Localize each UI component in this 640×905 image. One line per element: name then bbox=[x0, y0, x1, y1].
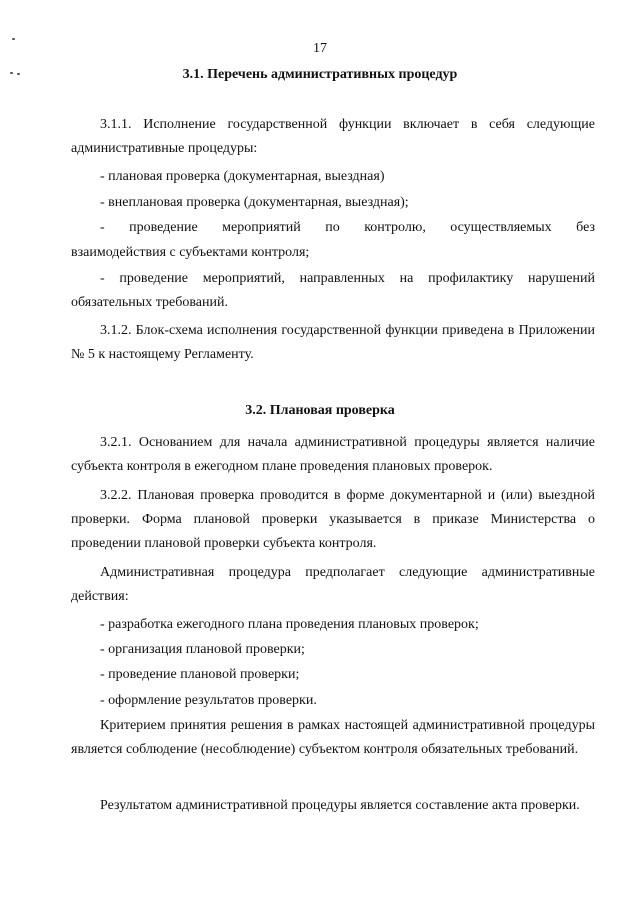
list-item-unplanned-check: - внеплановая проверка (документарная, выездная); bbox=[100, 195, 409, 210]
list-item-word: без bbox=[576, 220, 595, 235]
list-item-control-measures-line1 bbox=[100, 216, 595, 240]
paragraph-decision-criterion: Критерием принятия решения в рамках настоящей административной процедуры является соблюдение (несоблюдение) субъектом контроля обязательных требований. bbox=[71, 718, 595, 757]
paragraph-3-1-1: 3.1.1. Исполнение государственной функции включает в себя следующие административные процедуры: bbox=[71, 117, 595, 156]
list-item-word: проведение bbox=[129, 220, 198, 235]
list-item-word: по bbox=[325, 220, 340, 235]
list-item-control-measures-line2: взаимодействия с субъектами контроля; bbox=[71, 245, 310, 260]
list-item-conducting: - проведение плановой проверки; bbox=[100, 667, 300, 682]
paragraph-procedure-result: Результатом административной процедуры является составление акта проверки. bbox=[100, 798, 580, 813]
list-item-word: - bbox=[100, 220, 105, 235]
paragraph-3-1-2: 3.1.2. Блок-схема исполнения государственной функции приведена в Приложении № 5 к настоящему Регламенту. bbox=[71, 323, 595, 362]
list-item-organization: - организация плановой проверки; bbox=[100, 642, 305, 657]
list-item-results: - оформление результатов проверки. bbox=[100, 693, 317, 708]
section-heading-3-1: 3.1. Перечень административных процедур bbox=[182, 67, 458, 82]
scan-speck bbox=[12, 38, 15, 40]
list-item-planned-check: - плановая проверка (документарная, выездная) bbox=[100, 169, 385, 184]
list-item-word: мероприятий bbox=[222, 220, 301, 235]
list-item-annual-plan: - разработка ежегодного плана проведения плановых проверок; bbox=[100, 617, 479, 632]
paragraph-admin-actions-intro: Административная процедура предполагает следующие административные действия: bbox=[71, 565, 595, 604]
list-item-word: контролю, bbox=[364, 220, 426, 235]
paragraph-3-2-2: 3.2.2. Плановая проверка проводится в форме документарной и (или) выездной проверки. Форма плановой проверки указывается в приказе Министерства о проведении плановой проверки субъекта контроля. bbox=[71, 488, 595, 551]
section-heading-3-2: 3.2. Плановая проверка bbox=[245, 403, 395, 418]
page-number: 17 bbox=[313, 41, 327, 56]
list-item-prevention: - проведение мероприятий, направленных на профилактику нарушений обязательных требований. bbox=[71, 271, 595, 310]
paragraph-3-2-1: 3.2.1. Основанием для начала административной процедуры является наличие субъекта контроля в ежегодном плане проведения плановых проверок. bbox=[71, 435, 595, 474]
list-item-word: осуществляемых bbox=[450, 220, 552, 235]
